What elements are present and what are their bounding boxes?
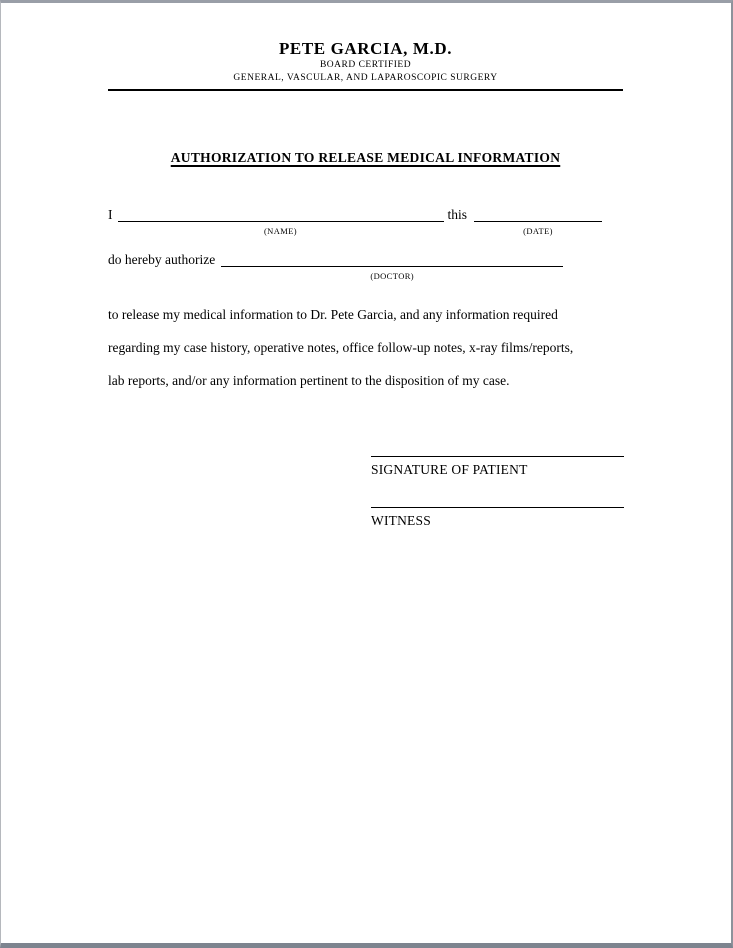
letterhead-divider bbox=[108, 89, 623, 91]
letterhead bbox=[108, 39, 623, 84]
date-caption: (DATE) bbox=[523, 226, 553, 236]
name-date-line bbox=[108, 206, 623, 236]
witness-signature-block bbox=[371, 507, 624, 529]
board-certified-line: BOARD CERTIFIED bbox=[319, 60, 412, 70]
patient-signature-block bbox=[371, 456, 624, 478]
authorize-line bbox=[108, 251, 623, 281]
witness-signature-label: WITNESS bbox=[371, 513, 431, 528]
name-field[interactable] bbox=[118, 220, 444, 236]
witness-signature-field[interactable] bbox=[371, 507, 624, 508]
body-line: to release my medical information to Dr. Pete Garcia, and any information required bbox=[108, 307, 558, 322]
line1-prefix-text: I bbox=[108, 207, 113, 222]
date-field[interactable] bbox=[474, 220, 602, 236]
doctor-caption: (DOCTOR) bbox=[370, 271, 415, 281]
body-line: regarding my case history, operative notes, office follow-up notes, x-ray films/reports, bbox=[108, 340, 574, 355]
body-paragraph bbox=[108, 298, 623, 397]
body-line: lab reports, and/or any information pertinent to the disposition of my case. bbox=[108, 373, 510, 388]
name-caption: (NAME) bbox=[263, 226, 298, 236]
specialties-line: GENERAL, VASCULAR, AND LAPAROSCOPIC SURGERY bbox=[233, 72, 498, 83]
patient-signature-label: SIGNATURE OF PATIENT bbox=[371, 462, 528, 477]
form-title: AUTHORIZATION TO RELEASE MEDICAL INFORMATION bbox=[170, 150, 561, 165]
patient-signature-field[interactable] bbox=[371, 456, 624, 457]
doctor-field[interactable] bbox=[221, 265, 563, 281]
line1-connector-text: this bbox=[447, 207, 468, 222]
doctor-name-heading: PETE GARCIA, M.D. bbox=[278, 39, 453, 58]
form-content bbox=[1, 39, 731, 529]
line2-prefix-text: do hereby authorize bbox=[108, 252, 216, 267]
